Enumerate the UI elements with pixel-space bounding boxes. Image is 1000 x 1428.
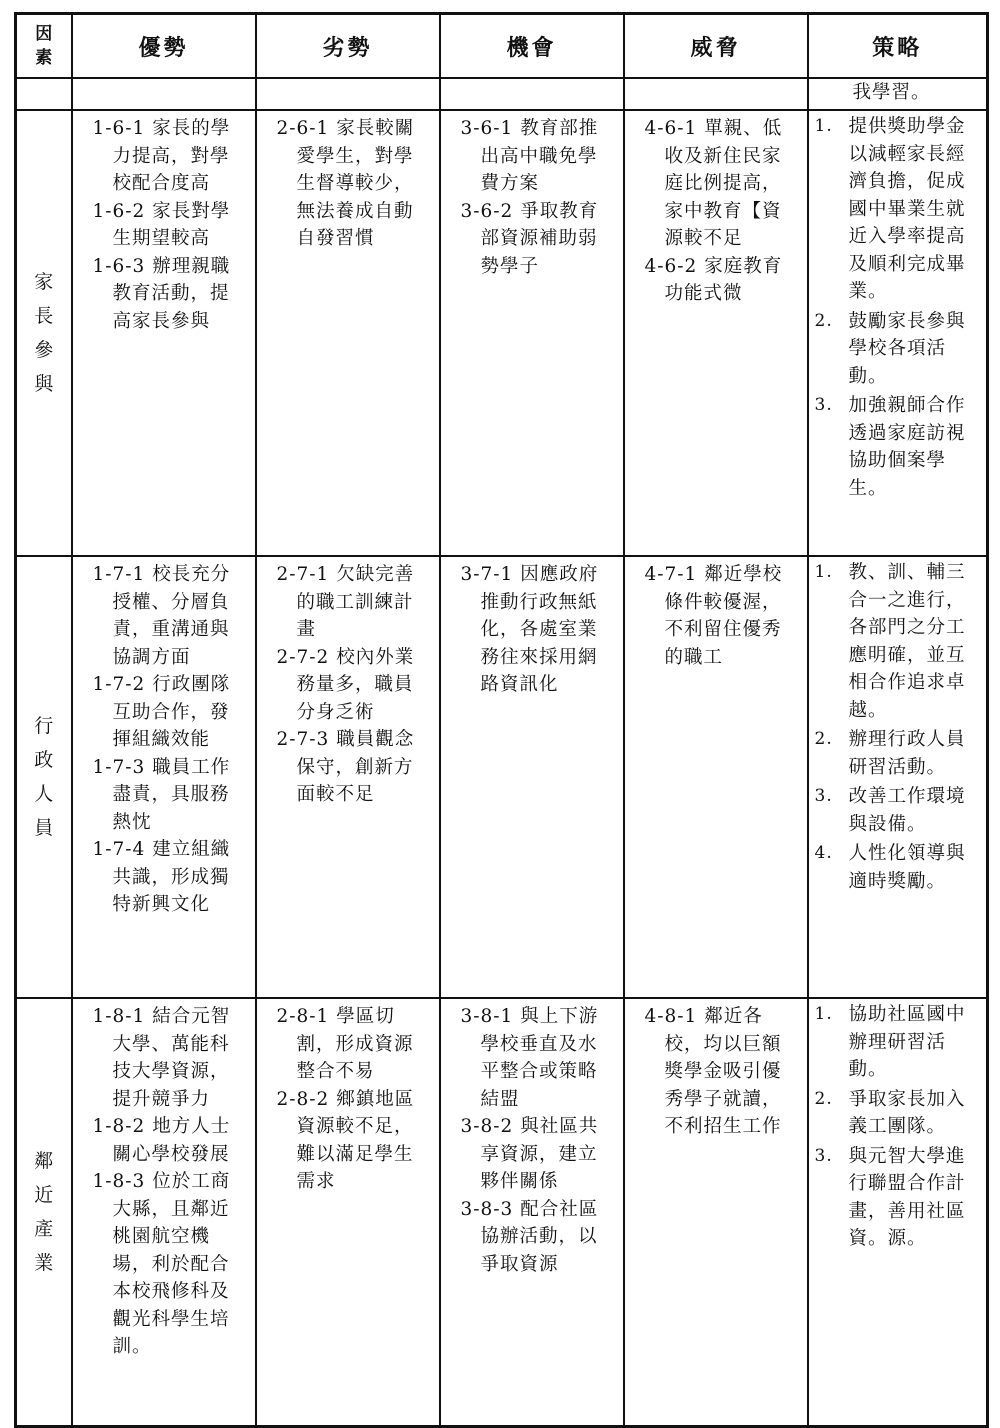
strategy-text: 教、訓、輔三合一之進行，各部門之分工應明確，並互相合作追求卓越。 xyxy=(848,562,966,721)
list-item: 3-6-2 爭取教育部資源補助弱勢學子 xyxy=(460,200,599,277)
list-item: 1-7-3 職員工作盡責，具服務熱忱 xyxy=(92,756,231,833)
strategy-item xyxy=(815,308,983,391)
list-item: 1-6-2 家長對學生期望較高 xyxy=(92,200,231,249)
strategy-number: 4. xyxy=(814,843,833,863)
list-item: 3-8-2 與社區共享資源，建立夥伴關係 xyxy=(460,1116,599,1192)
strategy-list xyxy=(809,557,987,895)
threats-cell xyxy=(624,556,808,998)
strategy-number: 3. xyxy=(814,1145,833,1166)
opportunities-cell xyxy=(440,556,624,998)
list-item: 2-7-1 欠缺完善的職工訓練計畫 xyxy=(276,564,415,640)
header-factor: 因素 xyxy=(16,14,72,79)
list-item: 4-8-1 鄰近各校，均以巨額獎學金吸引優秀學子就讀，不利招生工作 xyxy=(644,1006,782,1137)
list-item: 4-7-1 鄰近學校條件較優渥，不利留住優秀的職工 xyxy=(644,564,783,668)
weaknesses-cell xyxy=(256,998,440,1427)
strategy-item xyxy=(815,392,983,502)
strategies-cell xyxy=(808,998,988,1427)
strategy-item xyxy=(815,1143,983,1253)
factor-cell xyxy=(16,110,72,556)
list-item: 3-8-1 與上下游學校垂直及水平整合或策略結盟 xyxy=(460,1006,599,1110)
strategy-item xyxy=(815,113,983,306)
list-item: 3-8-3 配合社區協辦活動，以爭取資源 xyxy=(460,1198,599,1275)
strategy-item xyxy=(815,1086,983,1141)
cont-threats-cell xyxy=(624,78,808,110)
strategies-cell xyxy=(808,110,988,556)
strategy-number: 1. xyxy=(814,1004,833,1024)
strategy-text: 鼓勵家長參與學校各項活動。 xyxy=(848,310,966,387)
strategy-text: 提供獎助學金以減輕家長經濟負擔，促成國中畢業生就近入學率提高及順利完成畢業。 xyxy=(848,116,966,302)
cont-opportunities-cell xyxy=(440,78,624,110)
continuation-row xyxy=(16,78,988,110)
opportunities-cell xyxy=(440,998,624,1427)
cont-factor-cell xyxy=(16,78,72,110)
list-item: 2-8-2 鄉鎮地區資源較不足，難以滿足學生需求 xyxy=(276,1088,415,1192)
list-item: 2-7-3 職員觀念保守，創新方面較不足 xyxy=(276,729,415,805)
strategy-item xyxy=(815,840,983,895)
list-item: 1-6-1 家長的學力提高，對學校配合度高 xyxy=(92,118,231,194)
strategy-number: 3. xyxy=(814,395,833,415)
strategy-number: 2. xyxy=(814,729,833,749)
weaknesses-cell xyxy=(256,110,440,556)
list-item: 4-6-1 單親、低收及新住民家庭比例提高，家中教育【資源較不足 xyxy=(644,118,783,249)
cont-weaknesses-cell xyxy=(256,78,440,110)
factor-cell xyxy=(16,998,72,1427)
table-row xyxy=(16,556,988,998)
strategies-cell xyxy=(808,556,988,998)
opportunities-cell xyxy=(440,110,624,556)
swot-table xyxy=(14,12,989,1428)
strategy-item xyxy=(815,559,983,724)
strategy-number: 2. xyxy=(814,310,833,331)
table-row xyxy=(16,110,988,556)
cont-strategy-text: 我學習。 xyxy=(852,82,931,103)
factor-label: 家長參與 xyxy=(34,271,54,395)
list-item: 3-7-1 因應政府推動行政無紙化，各處室業務往來採用網路資訊化 xyxy=(460,564,599,695)
threats-cell xyxy=(624,110,808,556)
list-item: 1-8-1 結合元智大學、萬能科技大學資源，提升競爭力 xyxy=(92,1006,231,1110)
cont-strategies-cell xyxy=(808,78,988,110)
cont-strengths-cell xyxy=(72,78,256,110)
list-item: 1-7-1 校長充分授權、分層負責，重溝通與協調方面 xyxy=(92,564,231,668)
list-item: 3-6-1 教育部推出高中職免學費方案 xyxy=(460,118,599,194)
list-item: 1-7-2 行政團隊互助合作，發揮組織效能 xyxy=(92,674,231,750)
list-item: 4-6-2 家庭教育功能式微 xyxy=(644,255,783,304)
list-item: 1-6-3 辦理親職教育活動，提高家長參與 xyxy=(92,255,231,332)
factor-label: 鄰近產業 xyxy=(34,1150,54,1274)
strategy-item xyxy=(815,1001,983,1084)
strategy-text: 協助社區國中辦理研習活動。 xyxy=(848,1004,966,1080)
strategy-number: 2. xyxy=(814,1088,833,1109)
list-item: 2-6-1 家長較關愛學生，對學生督導較少，無法養成自動自發習慣 xyxy=(276,118,415,249)
strategy-item xyxy=(815,726,983,781)
strategy-list xyxy=(809,111,987,502)
list-item: 2-8-1 學區切割，形成資源整合不易 xyxy=(276,1006,414,1082)
table-row xyxy=(16,998,988,1427)
weaknesses-cell xyxy=(256,556,440,998)
strategy-list xyxy=(809,999,987,1253)
strategy-text: 與元智大學進行聯盟合作計畫，善用社區資。源。 xyxy=(848,1145,966,1249)
header-strategies: 策略 xyxy=(808,14,988,79)
list-item: 1-8-2 地方人士關心學校發展 xyxy=(92,1116,231,1165)
header-threats: 威脅 xyxy=(624,14,808,79)
list-item: 1-8-3 位於工商大縣，且鄰近桃園航空機場，利於配合本校飛修科及觀光科學生培訓。 xyxy=(92,1171,231,1357)
factor-cell xyxy=(16,556,72,998)
strategy-text: 辦理行政人員研習活動。 xyxy=(848,729,966,778)
strengths-cell xyxy=(72,556,256,998)
strategy-text: 爭取家長加入義工團隊。 xyxy=(848,1088,966,1137)
header-weaknesses: 劣勢 xyxy=(256,14,440,79)
strategy-text: 改善工作環境與設備。 xyxy=(848,786,966,835)
threats-cell xyxy=(624,998,808,1427)
factor-label: 行政人員 xyxy=(34,715,54,839)
header-strengths: 優勢 xyxy=(72,14,256,79)
header-opportunities: 機會 xyxy=(440,14,624,79)
strategy-number: 1. xyxy=(814,116,833,136)
strategy-number: 3. xyxy=(814,786,833,806)
header-row xyxy=(16,14,988,79)
strategy-text: 人性化領導與適時獎勵。 xyxy=(848,843,966,892)
list-item: 1-7-4 建立組織共識，形成獨特新興文化 xyxy=(92,839,231,915)
strategy-number: 1. xyxy=(814,562,833,582)
strategy-item xyxy=(815,783,983,838)
list-item: 2-7-2 校內外業務量多，職員分身乏術 xyxy=(276,646,415,723)
strengths-cell xyxy=(72,998,256,1427)
strengths-cell xyxy=(72,110,256,556)
strategy-text: 加強親師合作透過家庭訪視協助個案學生。 xyxy=(848,395,966,499)
